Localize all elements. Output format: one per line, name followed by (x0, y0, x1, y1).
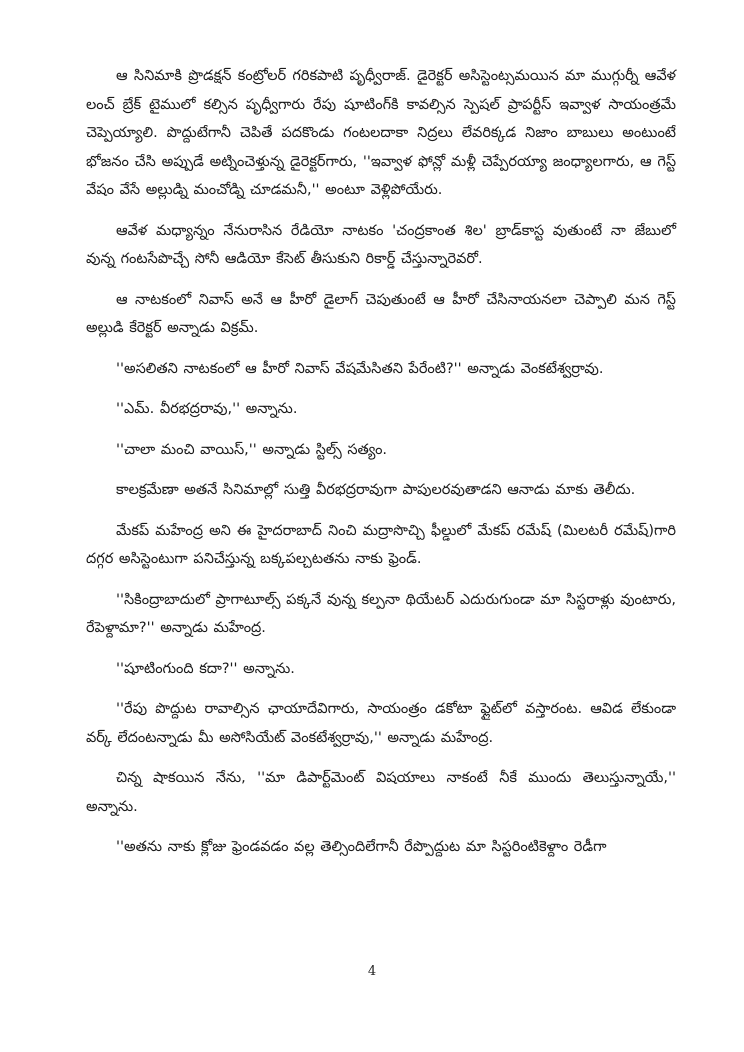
paragraph: ''అసలితని నాటకంలో ఆ హీరో నివాస్ వేషమేసితని పేరేంటి?'' అన్నాడు వెంకటేశ్వర్రావు. (116, 360, 604, 377)
paragraph: చిన్న షాకయిన నేను, ''మా డిపార్ట్‌మెంట్ విషయాలు నాకంటే నీకే ముందు తెలుస్తున్నాయే,'' అన్నాను. (86, 770, 676, 815)
paragraph: ఆవేళ మధ్యాన్నం నేనురాసిన రేడియో నాటకం 'చంద్రకాంత శిల' బ్రాడ్‌కాస్ట వుతుంటే నా జేబులో వున్న గంటసేపొచ్చే సోనీ ఆడియో కేసెట్ తీసుకుని రికార్డ్ చేస్తున్నారెవరో. (86, 222, 676, 267)
paragraph: కాలక్రమేణా అతనే సినిమాల్లో సుత్తి వీరభద్రరావుగా పాపులరవుతాడని ఆనాడు మాకు తెలీదు. (116, 482, 636, 498)
paragraph: మేకప్ మహేంద్ర అని ఈ హైదరాబాద్ నించి మద్రాసొచ్చి ఫీల్డులో మేకప్ రమేష్ (మిలటరీ రమేష్)గారి దగ్గర అసిస్టెంటుగా పనిచేస్తున్న బక్కపల్చటతను నాకు ఫ్రెండ్. (86, 522, 676, 567)
paragraph: ఆ నాటకంలో నివాస్ అనే ఆ హీరో డైలాగ్ చెపుతుంటే ఆ హీరో చేసినాయనలా చెప్పాలి మన గెస్ట్ అల్లుడి కేరెక్టర్ అన్నాడు విక్రమ్. (86, 291, 676, 336)
paragraph: ''సికింద్రాబాదులో ప్రాగాటూల్స్ పక్కనే వున్న కల్పనా థియేటర్ ఎదురుగుండా మా సిస్టరాళ్లు వుంటారు, రేపెళ్దామా?'' అన్నాడు మహేంద్ర. (86, 591, 676, 636)
paragraph: ''షూటింగుంది కదా?'' అన్నాను. (116, 660, 295, 677)
paragraph: ఆ సినిమాకి ప్రొడక్షన్ కంట్రోలర్ గరికపాటి పృధ్వీరాజ్. డైరెక్టర్ అసిస్టెంట్సమయిన మా ముగ్గుర్నీ ఆవేళ లంచ్ బ్రేక్ టైములో కల్సిన పృధ్వీగారు రేపు షూటింగ్‌కి కావల్సిన స్పెషల్ ప్రాపర్టీస్ ఇవ్వాళ సాయంత్రమే చెప్పెయ్యాలి. పొద్దుటేగానీ చెపితే పదకొండు గంటలదాకా నిద్రలు లేవరిక్కడ నిజాం బాబులు అంటుంటే భోజనం చేసి అప్పుడే అట్నించెళ్తున్న డైరెక్టర్‌గారు, ''ఇవ్వాళ ఫోన్లో మళ్లీ చెప్పేరయ్యా జంధ్యాలగారు, ఆ గెస్ట్ వేషం వేసే అల్లుడ్ని మంచోడ్ని చూడమనీ,'' అంటూ వెళ్లిపోయేరు. (86, 68, 676, 198)
paragraph: ''రేపు పొద్దుట రావాల్సిన ఛాయాదేవిగారు, సాయంత్రం డకోటా ఫ్లైట్‌లో వస్తారంట. ఆవిడ లేకుండా వర్క్ లేదంటన్నాడు మీ అసోసియేట్ వెంకటేశ్వర్రావు,'' అన్నాడు మహేంద్ర. (86, 701, 676, 746)
page-number: 4 (367, 964, 377, 979)
paragraph: ''ఎమ్. వీరభద్రరావు,'' అన్నాను. (116, 401, 298, 417)
body-text (86, 62, 676, 874)
paragraph: ''చాలా మంచి వాయిస్,'' అన్నాడు స్టిల్స్ సత్యం. (116, 441, 388, 458)
paragraph: ''అతను నాకు క్లోజు ఫ్రెండవడం వల్ల తెల్సిందిలేగానీ రేప్పొద్దుట మా సిస్టరింటికెళ్దాం రెడీగా (116, 839, 607, 855)
